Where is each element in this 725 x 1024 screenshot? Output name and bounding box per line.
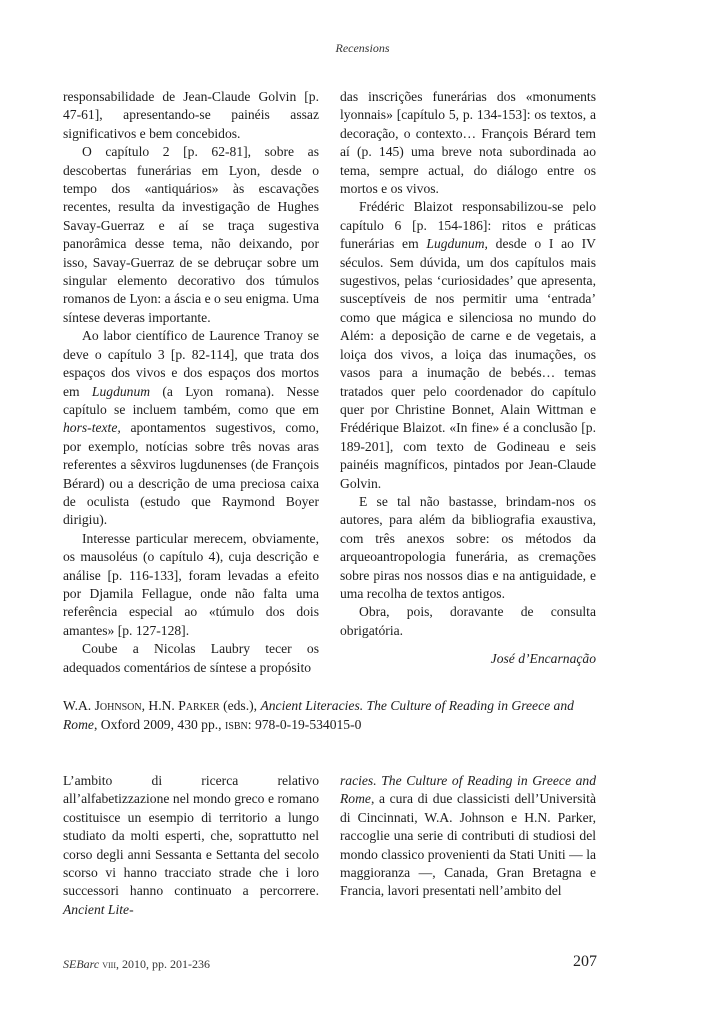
text-run: Ao labor científico de Laurence Tranoy se deve o capítulo 3 [p. 82-114], que trata dos espaços dos vivos e dos espaços dos mortos em bbox=[63, 328, 319, 399]
paragraph bbox=[63, 143, 319, 327]
text-run: Lugdunum, bbox=[426, 236, 488, 252]
paragraph bbox=[340, 603, 596, 640]
text-run: Lugdunum bbox=[91, 383, 151, 399]
text-run: Coube a Nicolas Laubry tecer os adequados comentários de síntese a propósito bbox=[63, 641, 319, 675]
text-run: O capítulo 2 [p. 62-81], sobre as descobertas funerárias em Lyon, desde o tempo dos «antiquários» às escavações recentes, resulta da investigação de Hughes Savay-Guerraz e aí se traça sugestiva panorâmica desse tema, não deixando, por isso, Savay-Guerraz de se debruçar sobre um singular elemento decorativo dos túmulos romanos de Lyon: a áscia e o seu enigma. Uma síntese deveras importante. bbox=[63, 144, 319, 325]
text-run: (a Lyon romana). Nesse capítulo se incluem também, como que em bbox=[63, 383, 319, 417]
paragraph bbox=[63, 530, 319, 640]
text-run: Frédéric Blaizot responsabilizou-se pelo capítulo 6 [p. 154-186]: ritos e práticas funerárias em bbox=[340, 199, 596, 252]
journal-details: , 2010, pp. 201-236 bbox=[116, 957, 210, 971]
journal-title: SEBarc bbox=[63, 957, 100, 971]
reviewer-signature: José d’Encarnação bbox=[490, 651, 596, 667]
text-run: Ancient Literacies. The Culture of Reading in Greece and Rome bbox=[63, 698, 574, 732]
text-run: isbn bbox=[224, 717, 248, 732]
text-run: apontamentos sugestivos, como, por exemplo, notícias sobre três novas aras referentes a sêxviros lugdunenses (de François Bérard) ou a descrição de uma preciosa caixa de oculista (estudo que Raymond Boyer dirigiu). bbox=[63, 420, 319, 528]
text-run: , H.N. bbox=[141, 698, 179, 713]
paragraph bbox=[63, 88, 319, 143]
text-run: , Oxford 2009, 430 pp., bbox=[93, 717, 225, 732]
text-run: responsabilidade de Jean-Claude Golvin [p. 47-61], apresentando-se painéis assaz significativos e bem concebidos. bbox=[63, 89, 319, 141]
text-run: , a cura di due classicisti dell’Università di Cincinnati, W.A. Johnson e H.N. Parker, raccoglie una serie di contributi di studiosi del mondo classico provenienti da Stati Uniti — la maggioranza —, Canada, Gran Bretagna e Francia, lavori presentati nell’ambito del bbox=[340, 791, 596, 899]
text-run: L’ambito di ricerca relativo all’alfabetizzazione nel mondo greco e romano costituisce un esempio di territorio a lungo studiato da molti esperti, che, soprattutto nel corso degli anni Sessanta e Settanta del secolo scorso vi hanno tracciato strade che i loro successori hanno continuato a percorrere. bbox=[63, 773, 319, 899]
running-header: Recensions bbox=[335, 41, 390, 55]
paragraph bbox=[63, 640, 319, 677]
paragraph bbox=[340, 88, 596, 198]
paragraph bbox=[340, 493, 596, 603]
text-run: : 978-0-19-534015-0 bbox=[247, 717, 362, 732]
bibliographic-entry bbox=[63, 696, 596, 734]
paragraph bbox=[63, 327, 319, 529]
page-number: 207 bbox=[573, 953, 597, 970]
text-run: Obra, pois, doravante de consulta obrigatória. bbox=[340, 604, 596, 638]
paragraph bbox=[63, 772, 319, 919]
text-run: desde o I ao IV séculos. Sem dúvida, um dos capítulos mais sugestivos, pelas ‘curiosidades’ que apresenta, susceptíveis de nos permitir uma ‘entrada’ como que mágica e silenciosa no mundo do Além: a deposição de carne e de vegetais, a loiça dos vivos, a loiça das inumações, os vasos para a inumação de bebés… temas tratados quer pelo coordenador do capítulo quer por Christine Bonnet, Alain Wittman e Frédérique Blaizot. «In fine» é a conclusão [p. 189-201], com texto de Godineau e seis painéis magníficos, pintados por Jean-Claude Golvin. bbox=[340, 236, 596, 491]
review-column-right bbox=[340, 88, 596, 669]
text-run: Parker bbox=[178, 698, 220, 713]
journal-volume: viii bbox=[102, 957, 116, 971]
text-run: (eds.), bbox=[219, 698, 261, 713]
text-run: Johnson bbox=[94, 698, 142, 713]
text-run: racies. The Culture of Reading in Greece and Rome bbox=[340, 773, 596, 807]
text-run: Interesse particular merecem, obviamente, os mausoléus (o capítulo 4), cuja descrição e análise [p. 116-133], foram levadas a efeito por Djamila Fellague, onde não falta uma referência especial ao «túmulo dos dois amantes» [p. 127-128]. bbox=[63, 530, 319, 638]
next-review-column-left bbox=[63, 772, 319, 919]
paragraph bbox=[340, 198, 596, 493]
text-run: E se tal não bastasse, brindam-nos os autores, para além da bibliografia exaustiva, com três anexos sobre: os métodos da arqueoantropologia funerária, as cremações sobre piras nos nossos dias e na antiguidade, e uma recolha de textos antigos. bbox=[340, 493, 596, 601]
text-run: das inscrições funerárias dos «monuments lyonnais» [capítulo 5, p. 134-153]: os textos, a decoração, o contexto… François Bérard tem aí (p. 145) uma breve nota subordinada ao tema, sempre actual, do diálogo entre os mortos e os vivos. bbox=[340, 89, 596, 197]
paragraph bbox=[340, 772, 596, 901]
text-run: Ancient Lite- bbox=[63, 901, 134, 917]
text-run: W.A. bbox=[63, 698, 95, 713]
review-column-left bbox=[63, 88, 319, 677]
next-review-column-right bbox=[340, 772, 596, 901]
text-run: hors-texte, bbox=[63, 420, 121, 436]
journal-citation bbox=[63, 957, 210, 972]
